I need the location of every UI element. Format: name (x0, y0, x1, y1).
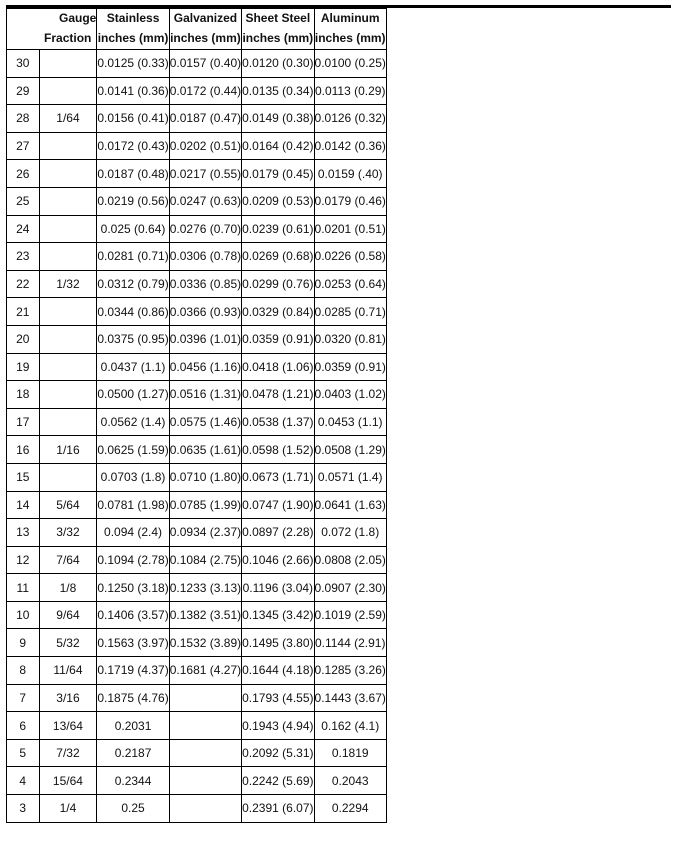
cell-aluminum: 0.072 (1.8) (314, 519, 386, 547)
cell-fraction: 7/32 (39, 739, 97, 767)
cell-stainless: 0.1094 (2.78) (97, 546, 169, 574)
table-row (7, 270, 387, 298)
cell-sheet-steel: 0.0120 (0.30) (242, 50, 314, 78)
cell-aluminum: 0.0201 (0.51) (314, 215, 386, 243)
table-row (7, 601, 387, 629)
cell-sheet-steel: 0.1943 (4.94) (242, 712, 314, 740)
table-row (7, 519, 387, 547)
table-row (7, 795, 387, 823)
cell-fraction: 5/32 (39, 629, 97, 657)
cell-gauge: 19 (7, 353, 40, 381)
cell-aluminum: 0.0285 (0.71) (314, 298, 386, 326)
cell-sheet-steel: 0.1495 (3.80) (242, 629, 314, 657)
cell-stainless: 0.2031 (97, 712, 169, 740)
cell-fraction: 5/64 (39, 491, 97, 519)
table-row (7, 684, 387, 712)
cell-aluminum: 0.162 (4.1) (314, 712, 386, 740)
cell-stainless: 0.0219 (0.56) (97, 187, 169, 215)
cell-gauge: 6 (7, 712, 40, 740)
cell-aluminum: 0.0100 (0.25) (314, 50, 386, 78)
cell-stainless: 0.2187 (97, 739, 169, 767)
cell-aluminum: 0.0359 (0.91) (314, 353, 386, 381)
cell-aluminum: 0.1144 (2.91) (314, 629, 386, 657)
cell-sheet-steel: 0.0418 (1.06) (242, 353, 314, 381)
cell-galvanized: 0.1233 (3.13) (169, 574, 241, 602)
table-row (7, 767, 387, 795)
cell-gauge: 24 (7, 215, 40, 243)
cell-sheet-steel: 0.2242 (5.69) (242, 767, 314, 795)
cell-aluminum: 0.2043 (314, 767, 386, 795)
header-galvanized: Galvanized (169, 9, 241, 28)
cell-aluminum: 0.0159 (.40) (314, 160, 386, 188)
cell-gauge: 22 (7, 270, 40, 298)
header-aluminum-unit: inches (mm) (314, 27, 386, 50)
cell-aluminum: 0.0253 (0.64) (314, 270, 386, 298)
table-body (7, 50, 387, 823)
cell-gauge: 12 (7, 546, 40, 574)
table-row (7, 629, 387, 657)
table-row (7, 298, 387, 326)
cell-gauge: 27 (7, 132, 40, 160)
cell-gauge: 4 (7, 767, 40, 795)
cell-gauge: 14 (7, 491, 40, 519)
cell-fraction: 11/64 (39, 657, 97, 685)
cell-aluminum: 0.0113 (0.29) (314, 77, 386, 105)
cell-galvanized (169, 684, 241, 712)
cell-sheet-steel: 0.0897 (2.28) (242, 519, 314, 547)
cell-gauge: 11 (7, 574, 40, 602)
cell-stainless: 0.0437 (1.1) (97, 353, 169, 381)
cell-gauge: 26 (7, 160, 40, 188)
cell-aluminum: 0.0403 (1.02) (314, 381, 386, 409)
cell-fraction: 1/32 (39, 270, 97, 298)
table-row (7, 187, 387, 215)
header-gauge: Gauge (7, 9, 97, 28)
table-row (7, 381, 387, 409)
cell-aluminum: 0.0808 (2.05) (314, 546, 386, 574)
table-row (7, 132, 387, 160)
cell-galvanized (169, 767, 241, 795)
cell-aluminum: 0.0126 (0.32) (314, 105, 386, 133)
cell-sheet-steel: 0.0538 (1.37) (242, 408, 314, 436)
header-aluminum: Aluminum (314, 9, 386, 28)
cell-sheet-steel: 0.2391 (6.07) (242, 795, 314, 823)
cell-fraction: 13/64 (39, 712, 97, 740)
cell-galvanized: 0.1532 (3.89) (169, 629, 241, 657)
cell-stainless: 0.1406 (3.57) (97, 601, 169, 629)
cell-gauge: 21 (7, 298, 40, 326)
sheet-metal-gauge-table (6, 8, 387, 823)
cell-stainless: 0.0312 (0.79) (97, 270, 169, 298)
cell-sheet-steel: 0.0269 (0.68) (242, 243, 314, 271)
cell-galvanized (169, 739, 241, 767)
cell-sheet-steel: 0.1345 (3.42) (242, 601, 314, 629)
cell-galvanized: 0.0366 (0.93) (169, 298, 241, 326)
cell-fraction (39, 463, 97, 491)
cell-galvanized: 0.0785 (1.99) (169, 491, 241, 519)
cell-gauge: 13 (7, 519, 40, 547)
cell-sheet-steel: 0.0329 (0.84) (242, 298, 314, 326)
cell-aluminum: 0.0453 (1.1) (314, 408, 386, 436)
cell-galvanized: 0.0710 (1.80) (169, 463, 241, 491)
cell-fraction: 3/32 (39, 519, 97, 547)
cell-aluminum: 0.0571 (1.4) (314, 463, 386, 491)
cell-fraction (39, 243, 97, 271)
cell-galvanized: 0.0217 (0.55) (169, 160, 241, 188)
cell-stainless: 0.0281 (0.71) (97, 243, 169, 271)
cell-galvanized: 0.0202 (0.51) (169, 132, 241, 160)
cell-sheet-steel: 0.0164 (0.42) (242, 132, 314, 160)
cell-stainless: 0.0156 (0.41) (97, 105, 169, 133)
cell-fraction: 1/64 (39, 105, 97, 133)
cell-sheet-steel: 0.0149 (0.38) (242, 105, 314, 133)
cell-aluminum: 0.1019 (2.59) (314, 601, 386, 629)
cell-sheet-steel: 0.0179 (0.45) (242, 160, 314, 188)
cell-stainless: 0.2344 (97, 767, 169, 795)
cell-gauge: 17 (7, 408, 40, 436)
cell-gauge: 16 (7, 436, 40, 464)
cell-stainless: 0.0703 (1.8) (97, 463, 169, 491)
cell-fraction: 1/4 (39, 795, 97, 823)
cell-galvanized: 0.0276 (0.70) (169, 215, 241, 243)
table-row (7, 546, 387, 574)
cell-aluminum: 0.0907 (2.30) (314, 574, 386, 602)
cell-gauge: 20 (7, 325, 40, 353)
cell-sheet-steel: 0.1046 (2.66) (242, 546, 314, 574)
cell-fraction (39, 77, 97, 105)
cell-aluminum: 0.1443 (3.67) (314, 684, 386, 712)
cell-fraction (39, 353, 97, 381)
cell-stainless: 0.1563 (3.97) (97, 629, 169, 657)
table-row (7, 574, 387, 602)
table-row (7, 463, 387, 491)
table-row (7, 408, 387, 436)
table-row (7, 325, 387, 353)
table-row (7, 105, 387, 133)
cell-sheet-steel: 0.0478 (1.21) (242, 381, 314, 409)
cell-sheet-steel: 0.0598 (1.52) (242, 436, 314, 464)
cell-sheet-steel: 0.0135 (0.34) (242, 77, 314, 105)
cell-gauge: 18 (7, 381, 40, 409)
cell-fraction: 7/64 (39, 546, 97, 574)
cell-fraction (39, 215, 97, 243)
header-stainless: Stainless (97, 9, 169, 28)
header-stainless-unit: inches (mm) (97, 27, 169, 50)
cell-fraction: 1/8 (39, 574, 97, 602)
cell-gauge: 23 (7, 243, 40, 271)
cell-fraction (39, 381, 97, 409)
cell-aluminum: 0.1285 (3.26) (314, 657, 386, 685)
cell-stainless: 0.0344 (0.86) (97, 298, 169, 326)
cell-galvanized: 0.0396 (1.01) (169, 325, 241, 353)
cell-gauge: 8 (7, 657, 40, 685)
cell-gauge: 10 (7, 601, 40, 629)
cell-stainless: 0.0375 (0.95) (97, 325, 169, 353)
header-galvanized-unit: inches (mm) (169, 27, 241, 50)
cell-fraction (39, 50, 97, 78)
cell-sheet-steel: 0.1793 (4.55) (242, 684, 314, 712)
cell-galvanized: 0.0516 (1.31) (169, 381, 241, 409)
header-gauge-number (7, 27, 40, 50)
cell-galvanized: 0.1681 (4.27) (169, 657, 241, 685)
header-sheet-steel-unit: inches (mm) (242, 27, 314, 50)
cell-gauge: 29 (7, 77, 40, 105)
cell-aluminum: 0.2294 (314, 795, 386, 823)
cell-stainless: 0.025 (0.64) (97, 215, 169, 243)
cell-fraction: 15/64 (39, 767, 97, 795)
cell-stainless: 0.1719 (4.37) (97, 657, 169, 685)
cell-gauge: 28 (7, 105, 40, 133)
cell-fraction (39, 298, 97, 326)
cell-stainless: 0.0172 (0.43) (97, 132, 169, 160)
cell-stainless: 0.0562 (1.4) (97, 408, 169, 436)
table-row (7, 657, 387, 685)
cell-fraction (39, 132, 97, 160)
cell-aluminum: 0.1819 (314, 739, 386, 767)
cell-gauge: 3 (7, 795, 40, 823)
cell-galvanized: 0.0336 (0.85) (169, 270, 241, 298)
cell-galvanized: 0.1382 (3.51) (169, 601, 241, 629)
table-row (7, 491, 387, 519)
header-sheet-steel: Sheet Steel (242, 9, 314, 28)
cell-stainless: 0.1875 (4.76) (97, 684, 169, 712)
cell-galvanized: 0.0172 (0.44) (169, 77, 241, 105)
cell-fraction (39, 408, 97, 436)
cell-fraction (39, 160, 97, 188)
cell-galvanized: 0.0635 (1.61) (169, 436, 241, 464)
cell-fraction: 3/16 (39, 684, 97, 712)
cell-sheet-steel: 0.0239 (0.61) (242, 215, 314, 243)
cell-gauge: 7 (7, 684, 40, 712)
cell-sheet-steel: 0.2092 (5.31) (242, 739, 314, 767)
cell-sheet-steel: 0.1196 (3.04) (242, 574, 314, 602)
header-row-top (7, 9, 387, 28)
cell-gauge: 5 (7, 739, 40, 767)
cell-sheet-steel: 0.0209 (0.53) (242, 187, 314, 215)
cell-fraction (39, 187, 97, 215)
cell-fraction (39, 325, 97, 353)
cell-galvanized: 0.1084 (2.75) (169, 546, 241, 574)
cell-galvanized: 0.0306 (0.78) (169, 243, 241, 271)
cell-aluminum: 0.0226 (0.58) (314, 243, 386, 271)
cell-aluminum: 0.0508 (1.29) (314, 436, 386, 464)
cell-fraction: 9/64 (39, 601, 97, 629)
cell-gauge: 30 (7, 50, 40, 78)
table-row (7, 739, 387, 767)
cell-gauge: 9 (7, 629, 40, 657)
table-row (7, 160, 387, 188)
cell-galvanized (169, 712, 241, 740)
cell-stainless: 0.0781 (1.98) (97, 491, 169, 519)
cell-sheet-steel: 0.0359 (0.91) (242, 325, 314, 353)
cell-aluminum: 0.0320 (0.81) (314, 325, 386, 353)
cell-galvanized: 0.0575 (1.46) (169, 408, 241, 436)
table-row (7, 436, 387, 464)
cell-fraction: 1/16 (39, 436, 97, 464)
cell-gauge: 15 (7, 463, 40, 491)
table-row (7, 77, 387, 105)
cell-stainless: 0.1250 (3.18) (97, 574, 169, 602)
cell-gauge: 25 (7, 187, 40, 215)
cell-sheet-steel: 0.0747 (1.90) (242, 491, 314, 519)
cell-galvanized: 0.0934 (2.37) (169, 519, 241, 547)
cell-stainless: 0.0187 (0.48) (97, 160, 169, 188)
cell-sheet-steel: 0.0673 (1.71) (242, 463, 314, 491)
cell-stainless: 0.0125 (0.33) (97, 50, 169, 78)
table-row (7, 215, 387, 243)
table-row (7, 243, 387, 271)
cell-galvanized (169, 795, 241, 823)
table-row (7, 50, 387, 78)
cell-stainless: 0.0500 (1.27) (97, 381, 169, 409)
cell-aluminum: 0.0641 (1.63) (314, 491, 386, 519)
cell-aluminum: 0.0142 (0.36) (314, 132, 386, 160)
cell-sheet-steel: 0.1644 (4.18) (242, 657, 314, 685)
header-row-bottom (7, 27, 387, 50)
cell-stainless: 0.0141 (0.36) (97, 77, 169, 105)
cell-stainless: 0.094 (2.4) (97, 519, 169, 547)
cell-stainless: 0.25 (97, 795, 169, 823)
cell-galvanized: 0.0247 (0.63) (169, 187, 241, 215)
cell-galvanized: 0.0157 (0.40) (169, 50, 241, 78)
cell-sheet-steel: 0.0299 (0.76) (242, 270, 314, 298)
cell-aluminum: 0.0179 (0.46) (314, 187, 386, 215)
table-row (7, 353, 387, 381)
cell-galvanized: 0.0187 (0.47) (169, 105, 241, 133)
cell-stainless: 0.0625 (1.59) (97, 436, 169, 464)
table-row (7, 712, 387, 740)
cell-galvanized: 0.0456 (1.16) (169, 353, 241, 381)
header-fraction: Fraction (39, 27, 97, 50)
